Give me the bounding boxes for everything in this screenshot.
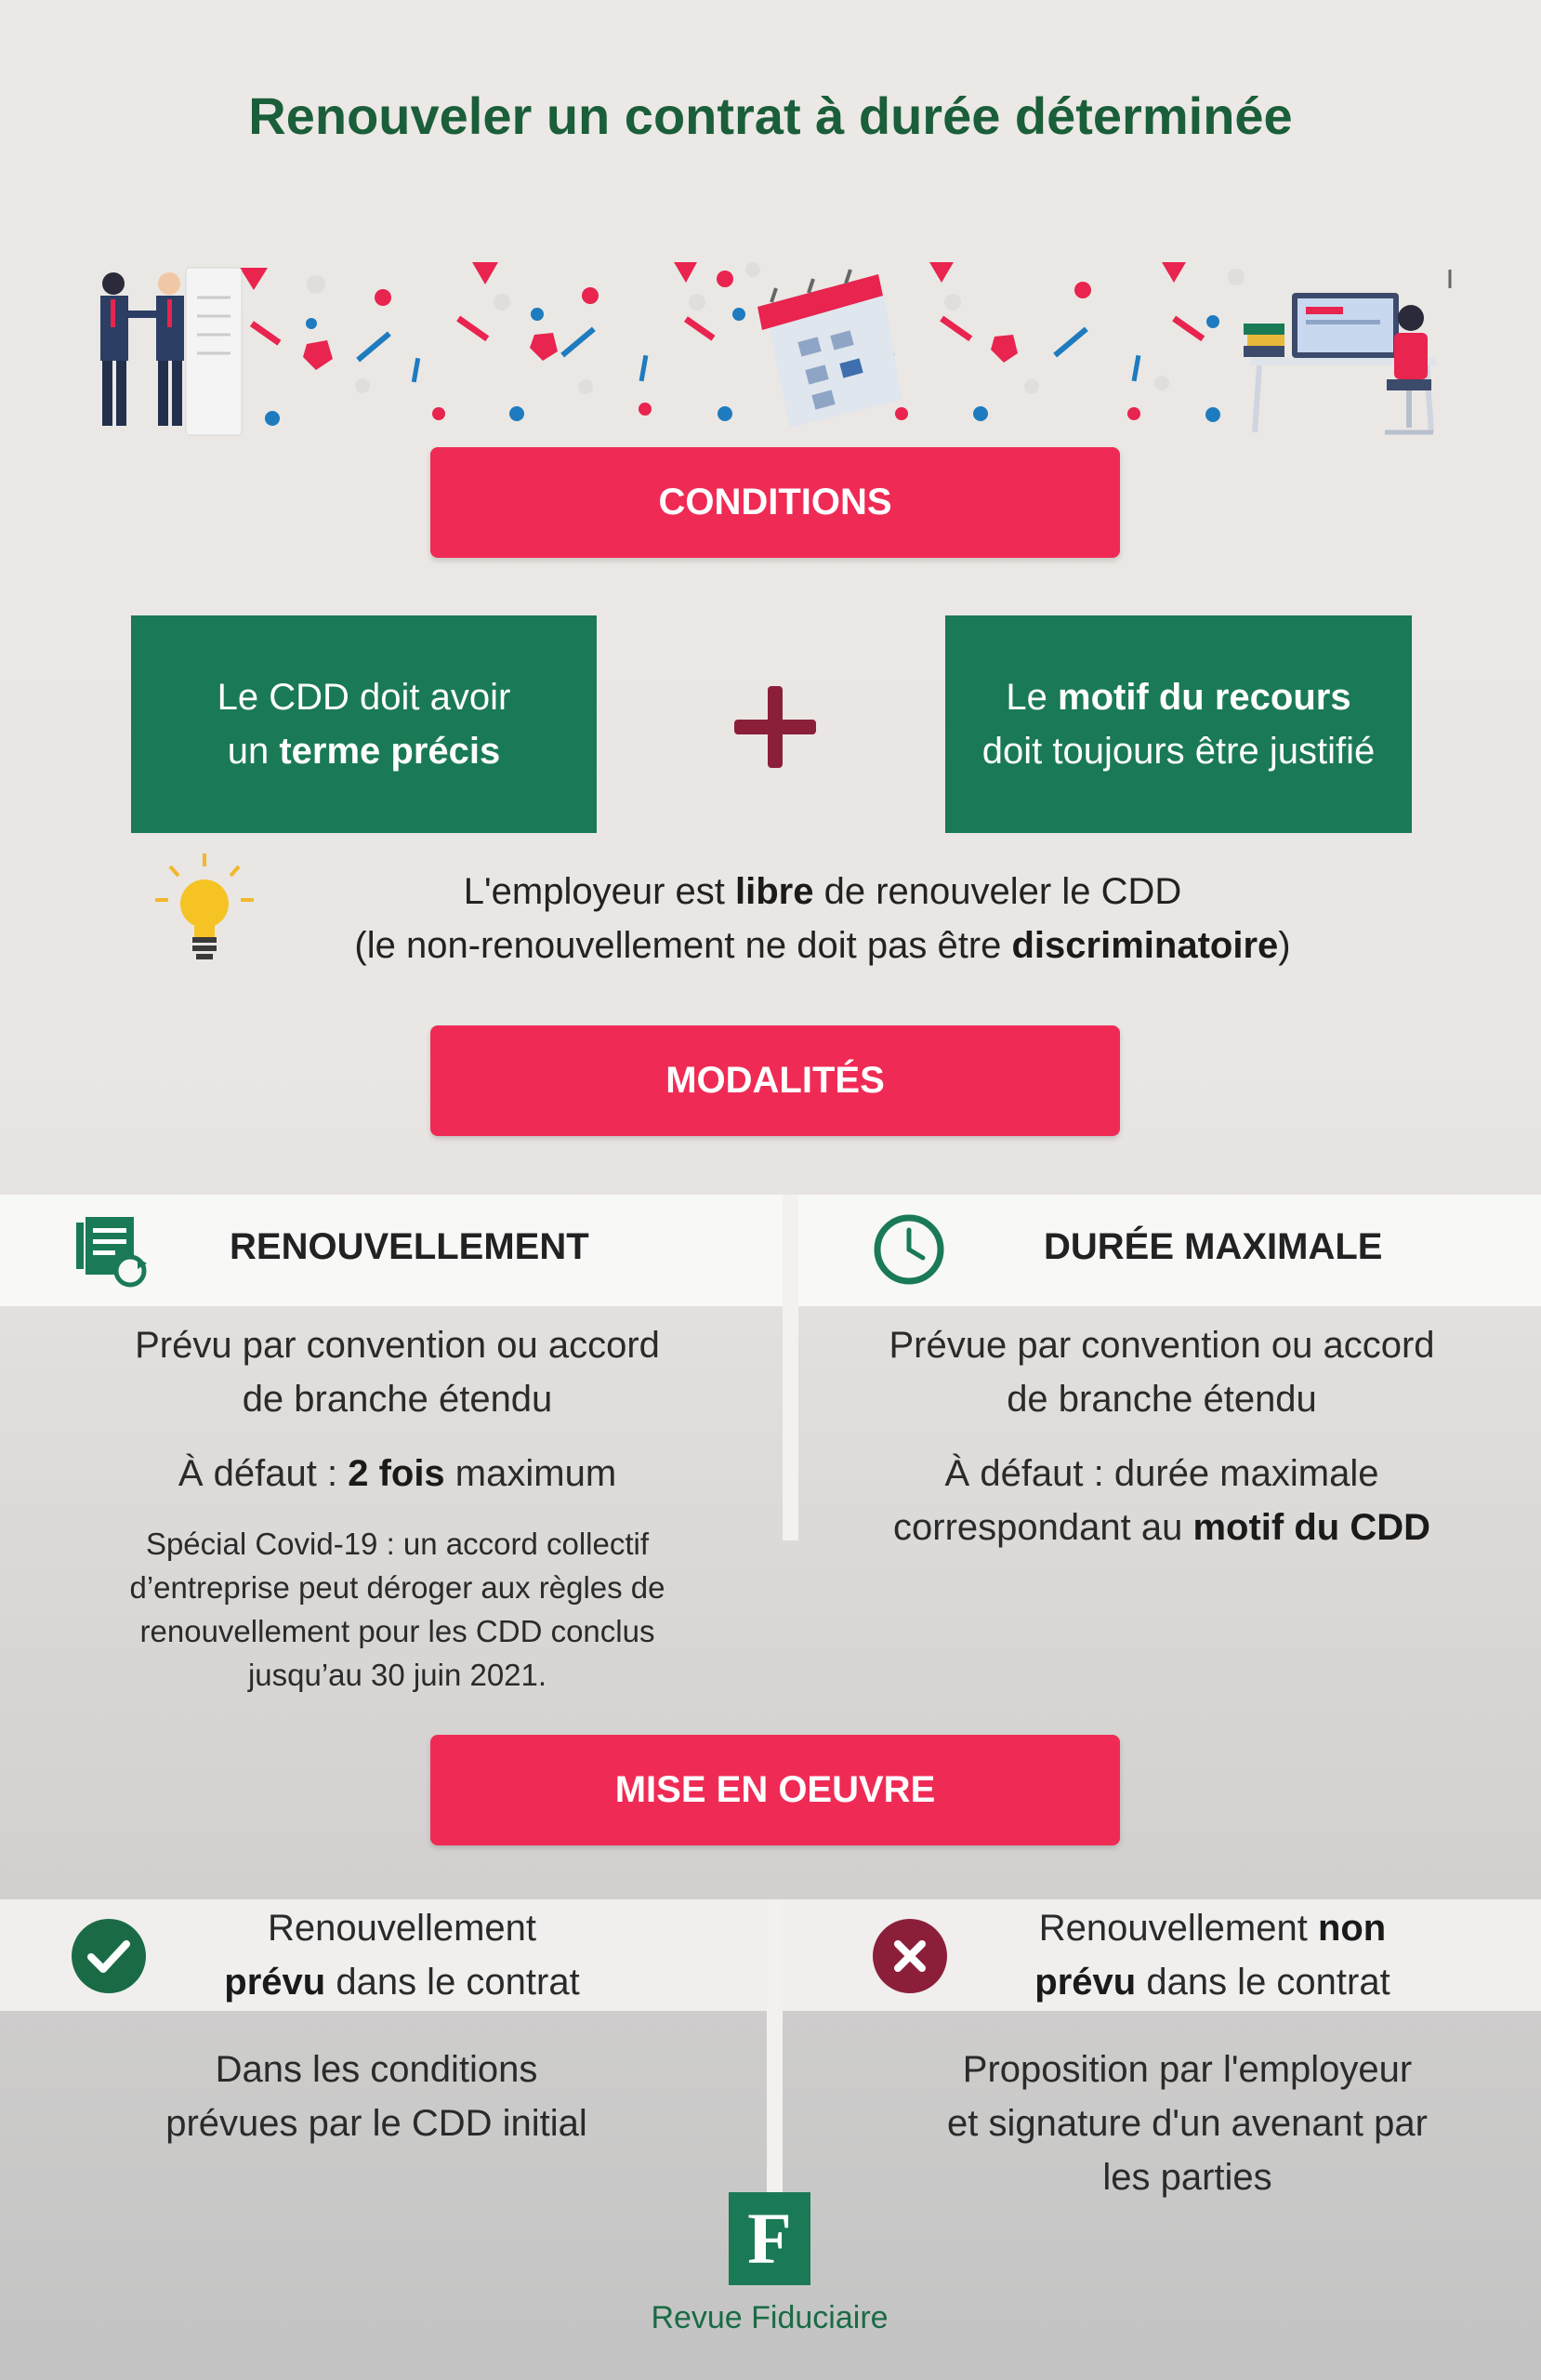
covid-special-note [65,1522,730,1697]
renouvellement-line2: de branche étendu [242,1379,553,1420]
condition-left-line2: un terme précis [227,731,501,772]
prevu-header-line2: prévu dans le contrat [224,1962,580,2003]
covid-line2: d’entreprise peut déroger aux règles de [129,1570,665,1605]
section-conditions-heading: CONDITIONS [430,447,1120,558]
page-title: Renouveler un contrat à durée déterminée [248,86,1293,145]
duree-maximale-body [823,1318,1501,1554]
condition-terme-precis-box [131,615,597,833]
covid-line4: jusqu’au 30 juin 2021. [247,1658,547,1692]
renouvellement-header [0,1195,783,1306]
lightbulb-icon [153,853,256,965]
logo-letter: F [747,2198,792,2279]
duree-maximale-header-label: DURÉE MAXIMALE [1044,1226,1383,1267]
header-illustration [84,251,1459,451]
renouvellement-body [56,1318,739,1501]
logo-name: Revue Fiduciaire [651,2300,889,2335]
note-line1: L'employeur est libre de renouveler le CDD [463,871,1182,912]
covid-line3: renouvellement pour les CDD conclus [139,1614,655,1648]
renouvellement-default: À défaut : 2 fois maximum [178,1453,617,1494]
condition-right-line2: doit toujours être justifié [981,731,1376,772]
renouvellement-prevu-header [0,1899,767,2011]
note-line2: (le non-renouvellement ne doit pas être discriminatoire) [354,925,1291,966]
column-divider [783,1195,798,1540]
renouvellement-non-prevu-header [783,1899,1541,2011]
confetti-decoration [240,262,1245,426]
prevu-body-line1: Dans les conditions [215,2049,538,2090]
cross-circle-icon [872,1918,948,1994]
employer-free-note [270,865,1376,972]
non-prevu-body-line2: et signature d'un avenant par [947,2103,1428,2144]
prevu-body-line2: prévues par le CDD initial [165,2103,587,2144]
calendar-illustration [757,270,902,428]
revue-fiduciaire-logo [729,2192,810,2285]
duree-line1: Prévue par convention ou accord [889,1325,1435,1366]
non-prevu-header-line2: prévu dans le contrat [1034,1962,1390,2003]
non-prevu-body-line1: Proposition par l'employeur [962,2049,1413,2090]
section-mise-en-oeuvre-heading: MISE EN OEUVRE [430,1735,1120,1845]
condition-left-line1: Le CDD doit avoir [217,677,511,718]
non-prevu-body-line3: les parties [1102,2157,1272,2198]
handshake-illustration [100,268,242,435]
office-worker-illustration [1244,270,1450,432]
clock-icon [873,1213,945,1286]
column-divider-2 [767,1899,783,2206]
non-prevu-header-line1: Renouvellement non [1038,1908,1387,1949]
prevu-header-text [149,1901,655,2009]
document-renewal-icon [72,1213,149,1288]
prevu-body [56,2043,697,2150]
duree-line2: de branche étendu [1007,1379,1317,1420]
prevu-header-line1: Renouvellement [267,1908,537,1949]
plus-icon [734,686,816,768]
duree-maximale-header [798,1195,1541,1306]
section-modalites-heading: MODALITÉS [430,1025,1120,1136]
condition-motif-recours-box [945,615,1412,833]
renouvellement-header-label: RENOUVELLEMENT [230,1226,589,1267]
non-prevu-body [841,2043,1534,2204]
check-circle-icon [71,1918,147,1994]
non-prevu-header-text [959,1901,1466,2009]
covid-line1: Spécial Covid-19 : un accord collectif [145,1527,650,1561]
renouvellement-line1: Prévu par convention ou accord [135,1325,660,1366]
duree-default-line2: correspondant au motif du CDD [893,1507,1430,1548]
duree-default-line1: À défaut : durée maximale [944,1453,1379,1494]
condition-right-line1: Le motif du recours [1006,677,1351,718]
